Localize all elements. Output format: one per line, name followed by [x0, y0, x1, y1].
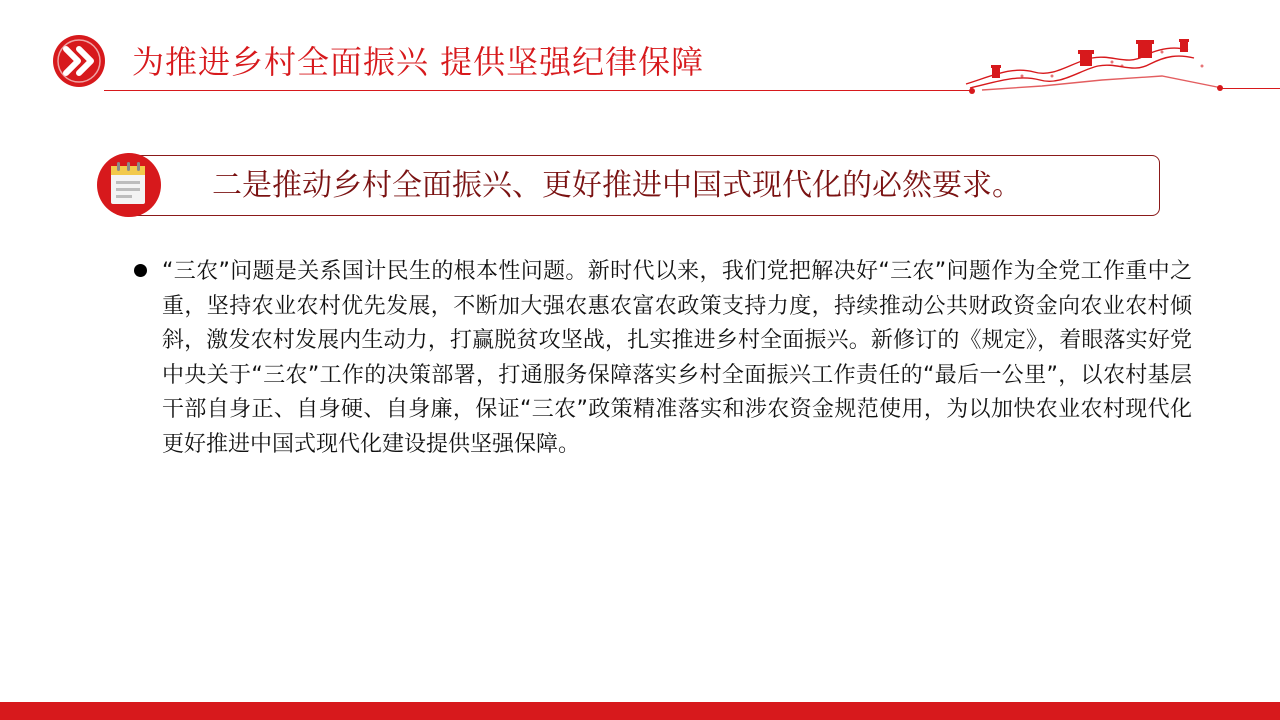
notepad-icon	[96, 152, 162, 218]
header-divider	[104, 90, 972, 91]
body-paragraph: “三农”问题是关系国计民生的根本性问题。新时代以来，我们党把解决好“三农”问题作为全党工作重中之重，坚持农业农村优先发展，不断加大强农惠农富农政策支持力度，持续推动公共财政资金向农业农村倾斜，激发农村发展内生动力，打赢脱贫攻坚战，扎实推进乡村全面振兴。新修订的《规定》，着眼落实好党中央关于“三农”工作的决策部署，打通服务保障落实乡村全面振兴工作责任的“最后一公里”，以农村基层干部自身正、自身硬、自身廉，保证“三农”政策精准落实和涉农资金规范使用，为以加快农业农村现代化更好推进中国式现代化建设提供坚强保障。	[162, 259, 1192, 457]
footer-bar	[0, 702, 1280, 720]
subtitle-text: 二是推动乡村全面振兴、更好推进中国式现代化的必然要求。	[212, 168, 1022, 203]
great-wall-icon	[962, 36, 1230, 96]
bullet-icon	[134, 264, 147, 277]
double-chevron-right-icon	[52, 34, 106, 88]
header-divider-right	[1222, 88, 1280, 89]
page-title: 为推进乡村全面振兴 提供坚强纪律保障	[132, 43, 705, 81]
